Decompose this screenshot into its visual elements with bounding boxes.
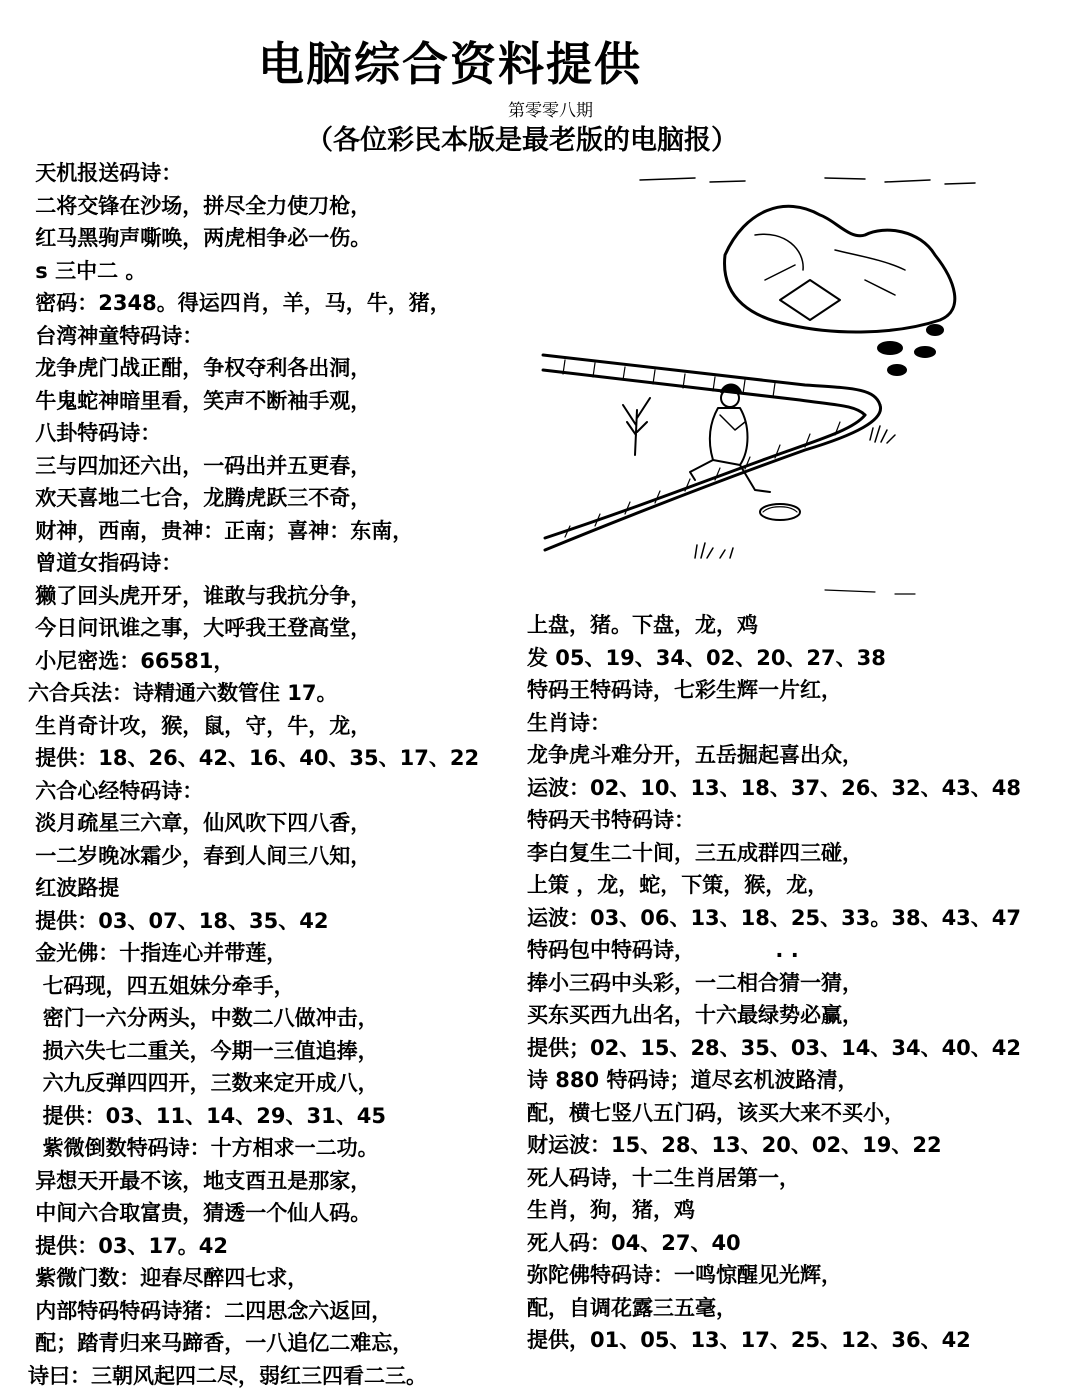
left-column-line: 生肖奇计攻，猴，鼠，守，牛，龙， [28,710,479,743]
right-column-line: 生肖诗： [527,707,1021,740]
left-column-line: 紫微门数：迎春尽醉四七求， [28,1262,479,1295]
left-column-line: 中间六合取富贵，猜透一个仙人码。 [28,1197,479,1230]
left-column-line: 淡月疏星三六章，仙风吹下四八香， [28,807,479,840]
left-column-line: 六合心经特码诗： [28,775,479,808]
left-column-line: 六合兵法：诗精通六数管住 17。 [28,677,479,710]
right-column-line: 生肖，狗，猪，鸡 [527,1194,1021,1227]
left-column-line: 八卦特码诗： [28,417,479,450]
left-column-line: 欢天喜地二七合，龙腾虎跃三不奇， [28,482,479,515]
left-column-line: 提供：18、26、42、16、40、35、17、22 [28,742,479,775]
right-column-line: 李白复生二十间，三五成群四三碰， [527,837,1021,870]
sitting-man-by-road-illustration [535,160,1035,605]
left-column-line: 密码：2348。得运四肖，羊，马，牛，猪， [28,287,479,320]
right-column-line: 提供，01、05、13、17、25、12、36、42 [527,1324,1021,1357]
issue-number: 第零零八期 [508,96,593,121]
right-column-line: 死人码：04、27、40 [527,1227,1021,1260]
right-column-line: 发 05、19、34、02、20、27、38 [527,642,1021,675]
left-column-line: 提供：03、07、18、35、42 [28,905,479,938]
right-column-line: 弥陀佛特码诗：一鸣惊醒见光辉， [527,1259,1021,1292]
left-column-line: 今日问讯谁之事，大呼我王登高堂， [28,612,479,645]
left-column-line: 三与四加还六出，一码出并五更春， [28,450,479,483]
left-column-line: 红波路提 [28,872,479,905]
left-column-line: 金光佛：十指连心并带莲， [28,937,479,970]
left-column-line: 紫微倒数特码诗：十方相求一二功。 [28,1132,479,1165]
page-title: 电脑综合资料提供 [258,28,642,94]
right-column-line: 捧小三码中头彩，一二相合猜一猜， [527,967,1021,1000]
left-column-line: 獭了回头虎开牙，谁敢与我抗分争， [28,580,479,613]
page-subtitle: （各位彩民本版是最老版的电脑报） [306,118,738,157]
right-column-line: 买东买西九出名，十六最绿势必赢， [527,999,1021,1032]
left-column [28,157,479,1392]
right-column-line: 上盘，猪。下盘，龙，鸡 [527,609,1021,642]
left-column-line: 诗曰：三朝风起四二尽，弱红三四看二三。 [28,1360,479,1392]
right-column-line: 财运波：15、28、13、20、02、19、22 [527,1129,1021,1162]
left-column-line: 红马黑驹声嘶唤，两虎相争必一伤。 [28,222,479,255]
right-column-line: 特码王特码诗，七彩生辉一片红， [527,674,1021,707]
right-column-line: 运波：02、10、13、18、37、26、32、43、48 [527,772,1021,805]
right-column-line: 特码包中特码诗， . . [527,934,1021,967]
left-column-line: 小尼密选：66581， [28,645,479,678]
right-column-line: 运波：03、06、13、18、25、33。38、43、47 [527,902,1021,935]
left-column-line: 牛鬼蛇神暗里看，笑声不断袖手观， [28,385,479,418]
left-column-line: 配；踏青归来马蹄香，一八追亿二难忘， [28,1327,479,1360]
left-column-line: 提供：03、17。42 [28,1230,479,1263]
left-column-line: 天机报送码诗： [28,157,479,190]
left-column-line: 财神，西南，贵神：正南；喜神：东南， [28,515,479,548]
left-column-line: 二将交锋在沙场，拼尽全力使刀枪， [28,190,479,223]
left-column-line: 曾道女指码诗： [28,547,479,580]
right-column-line: 配，自调花露三五毫， [527,1292,1021,1325]
left-column-line: 六九反弹四四开，三数来定开成八， [28,1067,479,1100]
left-column-line: 台湾神童特码诗： [28,320,479,353]
right-column [527,609,1021,1357]
left-column-line: 提供：03、11、14、29、31、45 [28,1100,479,1133]
left-column-line: 一二岁晚冰霜少，春到人间三八知， [28,840,479,873]
right-column-line: 特码天书特码诗： [527,804,1021,837]
right-column-line: 死人码诗，十二生肖居第一， [527,1162,1021,1195]
right-column-line: 龙争虎斗难分开，五岳掘起喜出众， [527,739,1021,772]
left-column-line: s 三中二 。 [28,255,479,288]
right-column-line: 提供；02、15、28、35、03、14、34、40、42 [527,1032,1021,1065]
left-column-line: 七码现，四五姐妹分牵手， [28,970,479,1003]
left-column-line: 内部特码特码诗猪：二四思念六返回， [28,1295,479,1328]
left-column-line: 密门一六分两头，中数二八做冲击， [28,1002,479,1035]
left-column-line: 异想天开最不该，地支酉丑是那家， [28,1165,479,1198]
left-column-line: 损六失七二重关，今期一三值追捧， [28,1035,479,1068]
right-column-line: 配，横七竖八五门码，该买大来不买小， [527,1097,1021,1130]
right-column-line: 上策 ，龙，蛇，下策，猴，龙， [527,869,1021,902]
left-column-line: 龙争虎门战正酣，争权夺利各出洞， [28,352,479,385]
right-column-line: 诗 880 特码诗；道尽玄机波路清， [527,1064,1021,1097]
